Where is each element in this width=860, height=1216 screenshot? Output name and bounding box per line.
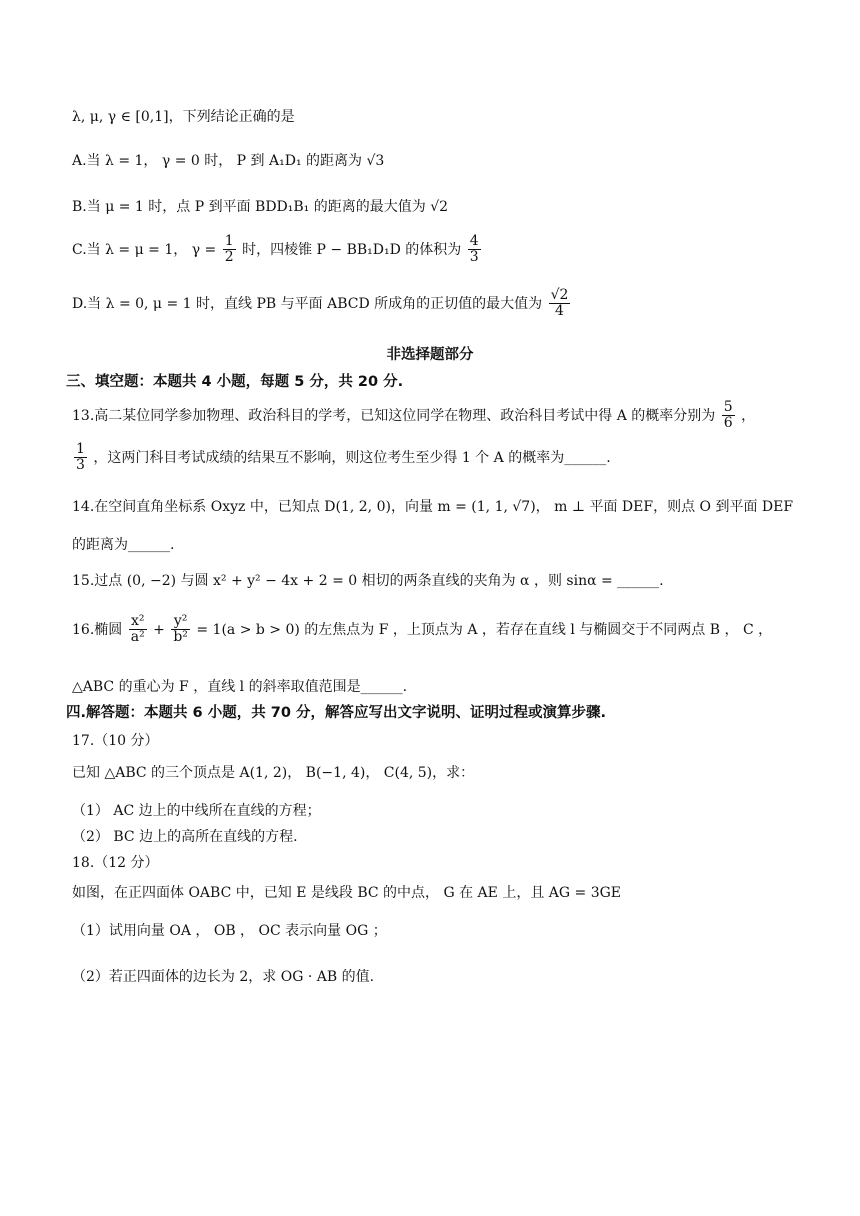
fraction-numerator: 4 (469, 233, 479, 249)
fraction-y2-over-b2 (171, 614, 190, 646)
question-17-part-1: （1） AC 边上的中线所在直线的方程； (72, 803, 321, 819)
fraction-five-sixths (722, 400, 735, 432)
fraction-x2-over-a2 (129, 614, 147, 646)
fraction-root2-over-4 (549, 288, 571, 320)
question-15: 15.过点 (0, −2) 与圆 x² + y² − 4x + 2 = 0 相切的两条直线的夹角为 α ，则 sinα = ______. (72, 573, 664, 589)
fraction-numerator: √2 (550, 287, 569, 303)
fraction-numerator: 1 (76, 441, 85, 457)
question-16-text-1: 16.椭圆 (72, 621, 123, 638)
question-14-line-1: 14.在空间直角坐标系 Oxyz 中，已知点 D(1, 2, 0)，向量 m = (1, 1, √7)， m ⊥ 平面 DEF，则点 O 到平面 DEF (72, 499, 794, 515)
question-12-stem-end: λ, μ, γ ∈ [0,1]，下列结论正确的是 (72, 109, 295, 125)
question-18-part-2: （2）若正四面体的边长为 2，求 OG · AB 的值. (72, 969, 375, 985)
question-16-line-1 (72, 614, 800, 646)
section-title: 非选择题部分 (386, 347, 474, 363)
fraction-denominator: 4 (555, 303, 564, 320)
option-c-text-2: 时，四棱锥 P − BB₁D₁D 的体积为 (242, 241, 462, 258)
comma: ， (741, 407, 756, 424)
question-17-stem: 已知 △ABC 的三个顶点是 A(1, 2)， B(−1, 4)， C(4, 5)，求： (72, 765, 475, 781)
option-a: A.当 λ = 1， γ = 0 时， P 到 A₁D₁ 的距离为 √3 (72, 153, 385, 169)
fraction-one-half (223, 234, 236, 266)
fraction-four-thirds (468, 234, 481, 266)
plus-sign: + (153, 621, 165, 638)
question-13-text-2: ，这两门科目考试成绩的结果互不影响，则这位考生至少得 1 个 A 的概率为______. (93, 449, 611, 466)
fraction-numerator: y² (171, 614, 190, 630)
fraction-denominator: 6 (723, 415, 733, 432)
fraction-denominator: 3 (76, 457, 85, 474)
question-16-text-2: = 1(a > b > 0) 的左焦点为 F ，上顶点为 A ，若存在直线 l 与椭圆交于不同两点 B ， C ， (196, 621, 773, 638)
question-18-header: 18.（12 分） (72, 855, 159, 871)
fraction-numerator: 5 (723, 399, 733, 415)
fraction-denominator: 3 (469, 249, 479, 266)
question-13-text: 13.高二某位同学参加物理、政治科目的学考，已知这位同学在物理、政治科目考试中得 A 的概率分别为 (72, 407, 716, 424)
question-13-line-1 (72, 400, 800, 432)
option-b: B.当 μ = 1 时，点 P 到平面 BDD₁B₁ 的距离的最大值为 √2 (72, 199, 449, 215)
part-three-heading: 三、填空题：本题共 4 小题，每题 5 分，共 20 分. (66, 374, 404, 390)
option-d-text: D.当 λ = 0, μ = 1 时，直线 PB 与平面 ABCD 所成角的正切值的最大值为 (72, 295, 543, 312)
fraction-one-third (74, 442, 87, 474)
question-17-part-2: （2） BC 边上的高所在直线的方程. (72, 829, 298, 845)
option-d (72, 288, 800, 320)
fraction-denominator: a² (130, 629, 145, 646)
part-four-heading: 四.解答题：本题共 6 小题，共 70 分，解答应写出文字说明、证明过程或演算步骤. (66, 705, 606, 721)
question-17-header: 17.（10 分） (72, 733, 159, 749)
question-18-stem: 如图，在正四面体 OABC 中，已知 E 是线段 BC 的中点， G 在 AE 上，且 AG = 3GE (72, 885, 622, 901)
question-13-line-2 (72, 442, 800, 474)
fraction-numerator: x² (129, 614, 147, 630)
fraction-numerator: 1 (224, 233, 234, 249)
option-c-text-1: C.当 λ = μ = 1， γ = (72, 241, 217, 258)
fraction-denominator: 2 (224, 249, 234, 266)
fraction-denominator: b² (173, 629, 188, 646)
question-18-part-1: （1）试用向量 OA ， OB ， OC 表示向量 OG ； (72, 923, 387, 939)
option-c (72, 234, 800, 266)
question-16-line-2: △ABC 的重心为 F ，直线 l 的斜率取值范围是______. (72, 679, 408, 695)
question-14-line-2: 的距离为______. (72, 537, 175, 553)
